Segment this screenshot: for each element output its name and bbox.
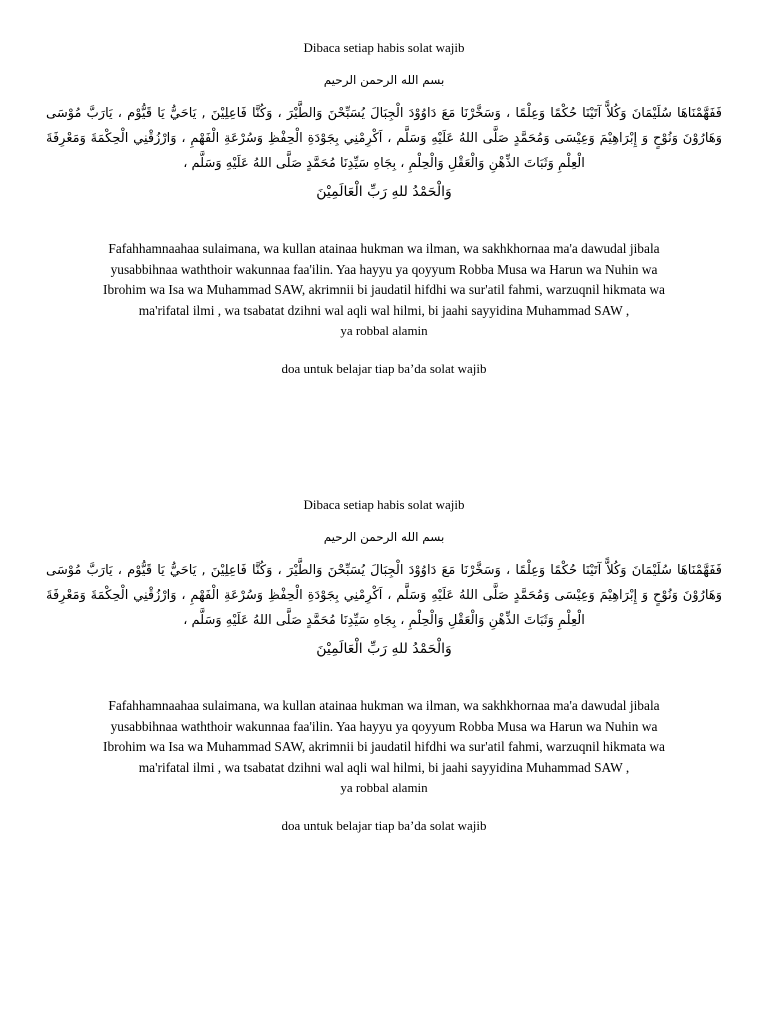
prayer-section-1: [40, 40, 728, 377]
basmalah: بسم الله الرحمن الرحيم: [323, 73, 445, 87]
latin-line: Ibrohim wa Isa wa Muhammad SAW, akrimnii bi jaudatil hifdhi wa sur'atil fahmi, warzuqnil hikmata wa: [102, 282, 665, 297]
closing-line: ya robbal alamin: [340, 780, 428, 795]
latin-line: ma'rifatal ilmi , wa tsabatat dzihni wal aqli wal hilmi, bi jaahi sayyidina Muhammad SAW ,: [138, 759, 630, 775]
hamdalah: وَالْحَمْدُ للهِ رَبِّ الْعَالَمِيْنَ: [316, 641, 452, 657]
latin-line: Fafahhamnaahaa sulaimana, wa kullan atainaa hukman wa ilman, wa sakhkhornaa ma'a dawudal jibala: [108, 698, 660, 713]
closing-line: ya robbal alamin: [340, 323, 428, 338]
arabic-prayer-text: فَفَهَّمْنَاهَا سُلَيْمَانَ وَكُلاًّ آتَيْنَا حُكْمًا وَعِلْمًا ، وَسَخَّرْنَا مَعَ دَاوُوْدَ الْجِبَالَ يُسَبِّحْنَ وَالطَّيْرَ ، وَكُنَّا فَاعِلِيْنَ , يَاحَيُّ يَا قَيُّوْم ، يَارَبَّ مُوْسَى وَهَارُوْنَ وَنُوْحٍ وَ إِبْرَاهِيْمَ وَعِيْسَى وَمُحَمَّدٍ صَلَّى اللهُ عَلَيْهِ وَسَلَّم ، اَكْرِمْنِي بِجَوْدَةِ الْحِفْظِ وَسُرْعَةِ الْفَهْمِ ، وَارْزُقْنِي الْحِكْمَةَ وَمَعْرِفَةَ الْعِلْمِ وَثَبَاتَ الذِّهْنِ وَالْعَقْلِ وَالْحِلْمِ ، بِجَاهِ سَيِّدِنَا مُحَمَّدٍ صَلَّى اللهُ عَلَيْهِ وَسَلَّم ،: [46, 563, 722, 628]
section-title: Dibaca setiap habis solat wajib: [303, 40, 465, 55]
arabic-prayer-text: فَفَهَّمْنَاهَا سُلَيْمَانَ وَكُلاًّ آتَيْنَا حُكْمًا وَعِلْمًا ، وَسَخَّرْنَا مَعَ دَاوُوْدَ الْجِبَالَ يُسَبِّحْنَ وَالطَّيْرَ ، وَكُنَّا فَاعِلِيْنَ , يَاحَيُّ يَا قَيُّوْم ، يَارَبَّ مُوْسَى وَهَارُوْنَ وَنُوْحٍ وَ إِبْرَاهِيْمَ وَعِيْسَى وَمُحَمَّدٍ صَلَّى اللهُ عَلَيْهِ وَسَلَّم ، اَكْرِمْنِي بِجَوْدَةِ الْحِفْظِ وَسُرْعَةِ الْفَهْمِ ، وَارْزُقْنِي الْحِكْمَةَ وَمَعْرِفَةَ الْعِلْمِ وَثَبَاتَ الذِّهْنِ وَالْعَقْلِ وَالْحِلْمِ ، بِجَاهِ سَيِّدِنَا مُحَمَّدٍ صَلَّى اللهُ عَلَيْهِ وَسَلَّم ،: [46, 106, 722, 171]
basmalah: بسم الله الرحمن الرحيم: [323, 530, 445, 544]
prayer-section-2: [40, 497, 728, 834]
latin-line: ma'rifatal ilmi , wa tsabatat dzihni wal aqli wal hilmi, bi jaahi sayyidina Muhammad SAW ,: [138, 302, 630, 318]
latin-line: Fafahhamnaahaa sulaimana, wa kullan atainaa hukman wa ilman, wa sakhkhornaa ma'a dawudal jibala: [108, 241, 660, 256]
section-title: Dibaca setiap habis solat wajib: [303, 497, 465, 512]
hamdalah: وَالْحَمْدُ للهِ رَبِّ الْعَالَمِيْنَ: [316, 184, 452, 200]
section-footer: doa untuk belajar tiap ba’da solat wajib: [281, 361, 487, 376]
latin-transliteration: [40, 239, 728, 321]
latin-line: yusabbihnaa waththoir wakunnaa faa'ilin. Yaa hayyu ya qoyyum Robba Musa wa Harun wa Nuhin wa: [110, 261, 658, 277]
latin-line: yusabbihnaa waththoir wakunnaa faa'ilin. Yaa hayyu ya qoyyum Robba Musa wa Harun wa Nuhin wa: [110, 718, 658, 734]
latin-transliteration: [40, 696, 728, 778]
latin-line: Ibrohim wa Isa wa Muhammad SAW, akrimnii bi jaudatil hifdhi wa sur'atil fahmi, warzuqnil hikmata wa: [102, 739, 665, 754]
section-footer: doa untuk belajar tiap ba’da solat wajib: [281, 818, 487, 833]
